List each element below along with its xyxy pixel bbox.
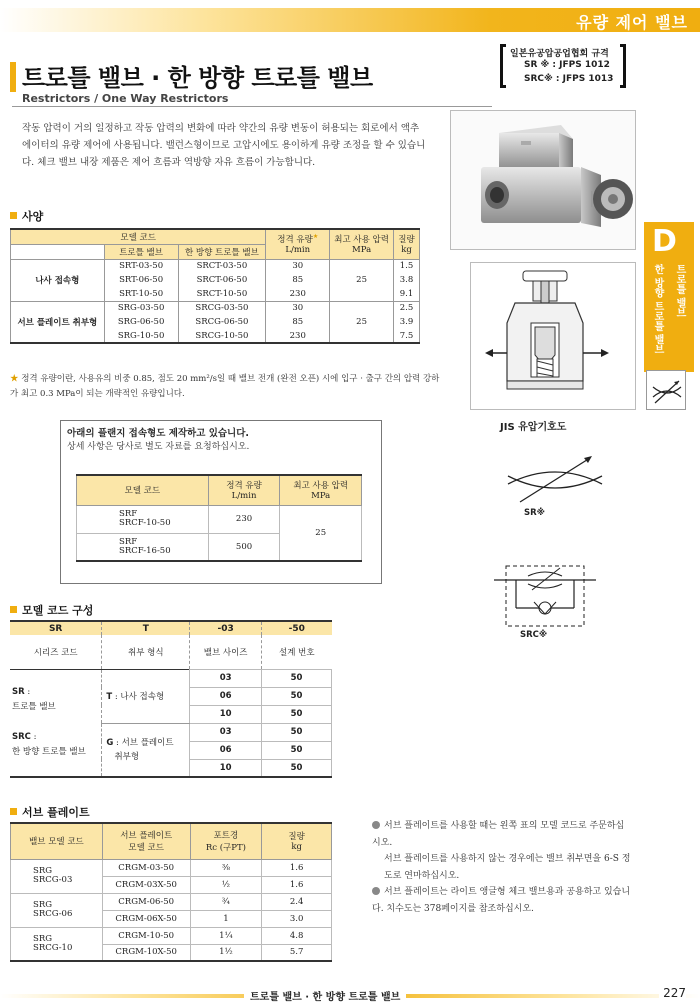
table-row [11,259,420,273]
flange-header-model: 모델 코드 [77,475,209,505]
table-row [11,893,332,910]
spec-cell: 9.1 [394,287,420,301]
plate-cell: ¾ [190,893,262,910]
spec-cell: 230 [266,287,330,301]
code-section-title: 모델 코드 구성 [10,602,93,618]
src-symbol-icon [490,560,610,632]
page-footer [0,988,700,1002]
plate-section-title: 서브 플레이트 [10,804,90,820]
plate-notes [372,818,632,917]
spec-header-pressure: 최고 사용 압력 MPa [330,229,394,259]
list-item: 서브 플레이트는 라이트 앵글형 체크 밸브용과 공용하고 있습니다. 치수도는 378페이지를 참조하십시오. [372,887,631,914]
plate-cell: 1½ [190,944,262,961]
size-cell: 10 [190,705,262,723]
product-photo [450,110,636,250]
plate-cell: CRGM-10-50 [102,927,190,944]
bullet-icon [372,821,380,829]
sr-symbol-icon [500,450,610,510]
title-divider [12,106,492,107]
plate-valve-cell: SRG SRCG-03 [11,859,103,893]
side-tab-letter: D [652,224,677,259]
design-cell: 50 [262,705,332,723]
plate-cell: 1.6 [262,859,332,876]
plate-cell: ⅜ [190,859,262,876]
category-title: 유량 제어 밸브 [576,13,688,32]
size-cell: 03 [190,723,262,741]
spec-header-throttle: 트로틀 밸브 [104,244,178,259]
spec-cell: SRG-03-50 [104,301,178,315]
plate-cell: 5.7 [262,944,332,961]
spec-note [10,372,440,402]
table-row [11,301,420,315]
spec-group-name: 나사 접속형 [11,259,105,301]
spec-cell: SRG-10-50 [104,329,178,343]
category-header [0,8,700,32]
spec-cell: 3.8 [394,273,420,287]
code-label: 설계 번호 [279,647,315,658]
plate-table [10,822,332,962]
spec-cell: SRCT-10-50 [178,287,266,301]
spec-cell: SRT-03-50 [104,259,178,273]
side-tab-line2: 한 방향 트로틀 밸브 [652,264,663,355]
spec-header-blank [11,244,105,259]
bracket-right [620,44,626,88]
plate-cell: CRGM-03-50 [102,859,190,876]
size-cell: 06 [190,687,262,705]
mount-subplate: G : 서브 플레이트 취부형 [102,723,190,777]
design-cell: 50 [262,741,332,759]
spec-group-name: 서브 플레이트 취부형 [11,301,105,343]
flange-header-pressure: 최고 사용 압력 MPa [280,475,362,505]
src-symbol-label: SRC※ [520,630,548,640]
flange-cell: 25 [280,505,362,561]
plate-cell: CRGM-06-50 [102,893,190,910]
spec-cell: SRCT-03-50 [178,259,266,273]
plate-cell: 1¼ [190,927,262,944]
design-cell: 50 [262,669,332,687]
side-tab-line1: 트로틀 밸브 [674,264,685,318]
mount-thread: T : 나사 접속형 [102,669,190,723]
plate-header-valve: 밸브 모델 코드 [11,823,103,859]
plate-cell: CRGM-06X-50 [102,910,190,927]
spec-cell: SRG-06-50 [104,315,178,329]
intro-text: 작동 압력이 거의 일정하고 작동 압력의 변화에 따라 약간의 유량 변동이 허용되는 회로에서 액추에이터의 유량 제어에 사용됩니다. 밸런스형이므로 고압시에도 용이하게 유량 조정을 할 수 있습니다. 체크 밸브 내장 제품은 제어 흐름과 역방향 자유 흐름이 가능합니다. [22,123,426,168]
plate-cell: CRGM-03X-50 [102,876,190,893]
spec-section-title: 사양 [10,208,43,224]
design-cell: 50 [262,723,332,741]
spec-cell: 30 [266,259,330,273]
plate-valve-cell: SRG SRCG-06 [11,893,103,927]
spec-cell: SRCG-03-50 [178,301,266,315]
spec-cell: 30 [266,301,330,315]
side-tab [644,222,694,372]
design-cell: 50 [262,687,332,705]
code-label: 시리즈 코드 [10,635,102,669]
spec-header-model: 모델 코드 [11,229,266,244]
size-cell: 06 [190,741,262,759]
plate-cell: 1.6 [262,876,332,893]
list-item: 서브 플레이트를 사용하지 않는 경우에는 밸브 취부면을 6-S 정도로 연마하십시오. [384,854,631,881]
note-text: 정격 유량이란, 사용유의 비중 0.85, 점도 20 mm²/s일 때 밸브 전개 (완전 오픈) 시에 입구 · 출구 간의 압력 강하가 최고 0.3 MPa이 되는 개략적인 유량입니다. [10,374,440,399]
table-row [77,505,362,533]
throttle-symbol-icon [647,371,687,411]
spec-header-mass: 질량 kg [394,229,420,259]
sr-symbol-label: SR※ [524,508,545,518]
spec-cell: 1.5 [394,259,420,273]
code-label: 밸브 사이즈 [190,635,262,669]
note-star: ★ [10,374,19,384]
valve-photo-illustration [451,111,637,251]
plate-cell: 1 [190,910,262,927]
page-subtitle: Restrictors / One Way Restrictors [22,92,229,105]
standard-src: SRC※ : JFPS 1013 [524,74,614,84]
flange-heading: 아래의 플랜지 접속형도 제작하고 있습니다. [67,428,250,439]
spec-cell: 7.5 [394,329,420,343]
flange-cell: 230 [208,505,280,533]
spec-cell: 230 [266,329,330,343]
side-symbol [646,370,686,410]
footer-title: 트로틀 밸브 · 한 방향 트로틀 밸브 [244,988,406,1003]
bracket-left [500,44,506,88]
spec-cell: SRT-06-50 [104,273,178,287]
code-part: -50 [262,621,332,635]
page-title: 트로틀 밸브 · 한 방향 트로틀 밸브 [22,64,373,92]
table-row [11,927,332,944]
table-row [10,621,332,635]
code-part: T [102,621,190,635]
spec-cell: 85 [266,315,330,329]
spec-cell: 85 [266,273,330,287]
code-label: 취부 형식 [102,635,190,669]
plate-cell: 3.0 [262,910,332,927]
size-cell: 10 [190,759,262,777]
spec-header-flow: 정격 유량★ L/min [266,229,330,259]
plate-cell: CRGM-10X-50 [102,944,190,961]
plate-valve-cell: SRG SRCG-10 [11,927,103,961]
flange-cell: 500 [208,533,280,561]
spec-cell: 3.9 [394,315,420,329]
plate-header-port: 포트경 Rc (구PT) [190,823,262,859]
design-cell: 50 [262,759,332,777]
standard-sr: SR ※ : JFPS 1012 [524,60,610,70]
spec-cell: SRCT-06-50 [178,273,266,287]
table-row [10,635,332,669]
cutaway-drawing [470,262,636,410]
size-cell: 03 [190,669,262,687]
spec-cell: SRCG-06-50 [178,315,266,329]
list-item: 서브 플레이트를 사용할 때는 왼쪽 표의 모델 코드로 주문하십시오. [372,821,625,848]
plate-cell: ½ [190,876,262,893]
page-number: 227 [659,986,686,1000]
flange-table [76,474,362,562]
standard-org: 일본유공압공업협회 규격 [510,49,609,59]
table-row [10,669,332,687]
standard-box [500,44,626,88]
spec-flow-star: ★ [312,233,319,241]
code-part: -03 [190,621,262,635]
code-part: SR [10,621,102,635]
series-list: SR : 트로틀 밸브 SRC : 한 방향 트로틀 밸브 [10,669,102,777]
flange-subtext: 상세 사항은 당사로 별도 자료를 요청하십시오. [67,442,250,452]
spec-cell: 2.5 [394,301,420,315]
plate-cell: 4.8 [262,927,332,944]
title-accent [10,62,16,92]
spec-header-oneway: 한 방향 트로틀 밸브 [178,244,266,259]
table-row [11,859,332,876]
spec-cell: 25 [330,301,394,343]
plate-header-plate: 서브 플레이트 모델 코드 [102,823,190,859]
plate-cell: 2.4 [262,893,332,910]
spec-cell: 25 [330,259,394,301]
flange-header-flow: 정격 유량 L/min [208,475,280,505]
flange-model-cell: SRF SRCF-16-50 [77,533,209,561]
code-table [10,620,332,778]
jis-title: JIS 유압기호도 [500,422,567,433]
spec-cell: SRT-10-50 [104,287,178,301]
plate-header-mass: 질량 kg [262,823,332,859]
flange-model-cell: SRF SRCF-10-50 [77,505,209,533]
valve-cutaway-illustration [471,263,637,411]
spec-table [10,228,420,344]
spec-cell: SRCG-10-50 [178,329,266,343]
bullet-icon [372,887,380,895]
